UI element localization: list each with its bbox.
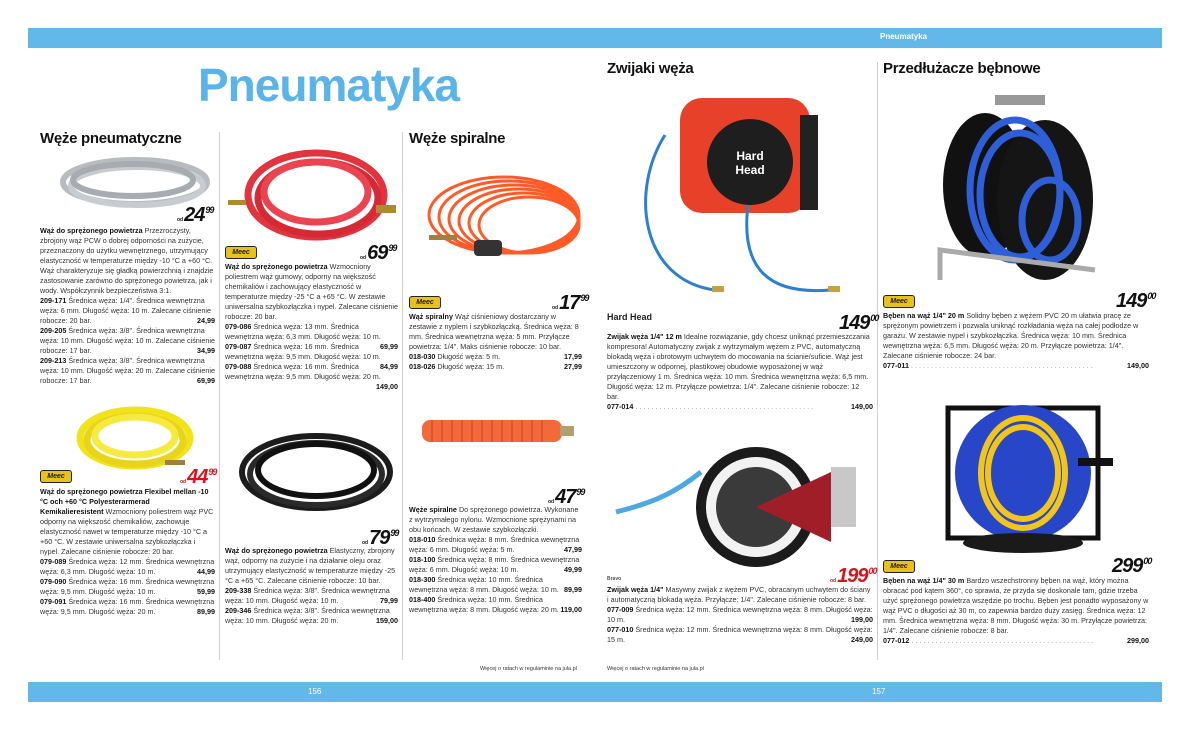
black-hose-image: [236, 428, 396, 516]
product-block: [225, 262, 398, 392]
variant-row: 077-010 Średnica węża: 12 mm. Średnica wewnętrzna węża: 8 mm. Długość węża: 15 m. 249,00: [607, 625, 873, 644]
price-badge: $od199^{00}$: [830, 565, 877, 587]
price-badge: $od17^{99}$: [552, 292, 589, 314]
hard-head-brand-logo: Hard Head: [607, 312, 653, 322]
variant-row: 079-090 Średnica węża: 16 mm. Średnica wewnętrzna węża: 9,5 mm. Długość węża: 10 m. 59,99: [40, 577, 215, 596]
section-title-przedluzacze: Przedłużacze bębnowe: [883, 60, 1041, 77]
section-title-zwijaki: Zwijaki węża: [607, 60, 694, 77]
page-number-right: 157: [872, 687, 886, 696]
yellow-hose-image: [70, 400, 200, 475]
section-header-bar: [28, 28, 1162, 48]
product-name: Wąż do sprężonego powietrza: [225, 546, 328, 555]
variant-row: 018-100 Średnica węża: 8 mm. Średnica wewnętrzna węża: 6 mm. Długość węża: 10 m. 49,99: [409, 555, 582, 574]
product-desc: Idealne rozwiązanie, gdy chcesz uniknąć przemieszczania kompresora! Automatyczny zwijak z wytrzymałym wężem z PVC, automatyczną blokadą węża i obrotowym uchwytem do mocowania na ścianie/suficie. Wąż jest umieszczony w odpornej, plastikowej obudowie wyposażonej w wąż przyłączeniowy 1 m. Średnica węża: 10 mm. Średnica wewnętrzna węża: 6,5 mm. Długość węża: 12 m. Przyłącze powietrza: 1/4". Zalecane ciśnienie robocze: 12 bar.: [607, 332, 870, 401]
column-divider: [219, 132, 220, 660]
variant-row: 077-011 . . . . . . . . . . . . . . . . . . . . . . . . . . . . . . . . . . . . . . . . . . . . . . 149,00: [883, 361, 1149, 370]
variant-row: 209-213 Średnica węża: 3/8". Średnica wewnętrzna węża: 10 mm. Długość węża: 20 m. Zalecane ciśnienie robocze: 17 bar. 69,99: [40, 356, 215, 385]
variant-row: 079-087 Średnica węża: 16 mm. Średnica wewnętrzna węża: 9,5 mm. Długość węża: 10 m. 84,99: [225, 342, 398, 371]
product-block: [883, 311, 1149, 371]
meec-brand-logo: Meec: [225, 246, 257, 259]
product-name: Bęben na wąż 1/4" 30 m: [883, 576, 965, 585]
variant-row: 079-089 Średnica węża: 12 mm. Średnica wewnętrzna węża: 6,3 mm. Długość węża: 10 m. 44,99: [40, 557, 215, 576]
footnote-left: Więcej o ratach w regulaminie na jula.pl: [480, 666, 577, 672]
price-badge: $149^{00}$: [839, 312, 879, 334]
variant-row: 079-088 Średnica węża: 16 mm. Średnica wewnętrzna węża: 9,5 mm. Długość węża: 20 m. 149,00: [225, 362, 398, 391]
hard-head-reel-image: [620, 90, 850, 310]
product-name: Węże spiralne: [409, 505, 457, 514]
price-badge: $od79^{99}$: [362, 527, 399, 549]
variant-row: 077-012 . . . . . . . . . . . . . . . . . . . . . . . . . . . . . . . . . . . . . . . . . . . . . . 299,00: [883, 636, 1149, 645]
blue-hose-drum-image: [925, 90, 1115, 290]
bravo-brand-logo: Bravo: [607, 576, 622, 582]
orange-spiral-hose-image: [409, 165, 584, 280]
product-desc: Masywny zwijak z wężem PVC, obracanym uchwytem do ściany i automatyczną blokadą węża. Przyłącze: 1/4". Zalecane ciśnienie robocze: 8 bar.: [607, 585, 871, 604]
price-badge: $149^{00}$: [1116, 290, 1156, 312]
product-desc: Przezroczysty, zbrojony wąż PCW o dobrej odporności na zużycie, przeznaczony do użytku wewnętrznego, utrzymujący elastyczność w temperaturze między -10 °C a +60 °C. Wąż charakteryzuje się gładką powierzchnią i znajdzie zastosowanie zarówno do sprężonego powietrza, jak i wody. Współczynnik bezpieczeństwa 3:1.: [40, 226, 214, 295]
product-desc: Elastyczny, zbrojony wąż, odporny na zużycie i na działanie oleju oraz utrzymujący elastyczność w temperaturze między -25 °C a +65 °C. Zalecane ciśnienie robocze: 10 bar.: [225, 546, 396, 585]
product-block: [409, 505, 582, 615]
product-desc: Wzmocniony poliestrem wąż gumowy, odporny na większość chemikaliów i zachowujący elastyczność w temperaturze między -25 °C a +65 °C. W zestawie uniwersalna szybkozłączka i nypel. Zalecane ciśnienie robocze: 20 bar.: [225, 262, 398, 321]
bravo-reel-image: [606, 432, 866, 567]
product-desc: Do sprężonego powietrza. Wykonane z wytrzymałego nylonu. Wzmocnione sprężynami na obu końcach. W zestawie szybkozłączki.: [409, 505, 579, 534]
variant-row: 209-346 Średnica węża: 3/8". Średnica wewnętrzna węża: 10 mm. Długość węża: 20 m. 159,00: [225, 606, 398, 625]
product-name: Wąż do sprężonego powietrza: [225, 262, 328, 271]
product-name: Wąż spiralny: [409, 312, 453, 321]
page-footer-bar: [28, 682, 1162, 702]
column-divider: [402, 132, 403, 660]
meec-brand-logo: Meec: [40, 470, 72, 483]
red-hose-image: [226, 140, 401, 245]
yellow-hose-drum-image: [928, 388, 1128, 563]
variant-row: 018-300 Średnica węża: 10 mm. Średnica wewnętrzna węża: 8 mm. Długość węża: 10 m. 89,99: [409, 575, 582, 594]
product-desc: Solidny bęben z wężem PVC 20 m ułatwia pracę ze sprężonym powietrzem i pozwala uniknąć rozkładania węża na całej podłodze w garażu. W zestawie nypel i szybkozłączka. Średnica węża: 10 mm. Średnica wewnętrzna węża: 6,5 mm. Długość węża: 20 m. Przyłącze powietrza: 1/4". Zalecane ciśnienie robocze: 24 bar.: [883, 311, 1139, 360]
price-badge: $od69^{99}$: [360, 242, 397, 264]
product-desc: Wzmocniony poliestrem wąż PVC odporny na większość chemikaliów, zachowuje elastyczność nawet w temperaturze między -10 °C a +60 °C. W zestawie uniwersalna szybkozłączka i nypel. Zalecane ciśnienie robocze: 20 bar.: [40, 507, 214, 556]
variant-row: 018-030 Długość węża: 5 m. 17,99: [409, 352, 582, 361]
product-block: [607, 585, 873, 645]
product-block: [40, 487, 215, 617]
section-header-label: Pneumatyka: [880, 32, 928, 41]
page-number-left: 156: [308, 687, 322, 696]
variant-row: 209-205 Średnica węża: 3/8". Średnica wewnętrzna węża: 10 mm. Długość węża: 10 m. Zalecane ciśnienie robocze: 17 bar. 34,99: [40, 326, 215, 355]
price-badge: $od44^{99}$: [180, 466, 217, 488]
product-block: [225, 546, 398, 626]
section-title-weze-spiralne: Węże spiralne: [409, 130, 506, 147]
footnote-right: Więcej o ratach w regulaminie na jula.pl: [607, 666, 704, 672]
variant-row: 018-400 Średnica węża: 10 mm. Średnica wewnętrzna węża: 8 mm. Długość węża: 20 m. 119,00: [409, 595, 582, 614]
svg-text:Head: Head: [735, 163, 765, 177]
meec-brand-logo: Meec: [883, 560, 915, 573]
column-divider: [877, 62, 878, 660]
page-title: Pneumatyka: [198, 59, 460, 111]
product-block: [883, 576, 1149, 646]
product-name: Zwijak węża 1/4": [607, 585, 664, 594]
orange-compressed-spiral-image: [412, 412, 577, 452]
svg-text:Hard: Hard: [736, 149, 764, 163]
product-block: [40, 226, 215, 386]
variant-row: 079-091 Średnica węża: 16 mm. Średnica wewnętrzna węża: 9,5 mm. Długość węża: 20 m. 89,99: [40, 597, 215, 616]
price-badge: $od47^{99}$: [548, 486, 585, 508]
product-name: Bęben na wąż 1/4" 20 m: [883, 311, 965, 320]
variant-row: 018-010 Średnica węża: 8 mm. Średnica wewnętrzna węża: 6 mm. Długość węża: 5 m. 47,99: [409, 535, 582, 554]
product-name: Wąż do sprężonego powietrza Flexibel mellan -10 °C och +60 °C Polyesterarmerad Kemikalieresistent: [40, 487, 209, 516]
variant-row: 077-009 Średnica węża: 12 mm. Średnica wewnętrzna węża: 8 mm. Długość węża: 10 m. 199,00: [607, 605, 873, 624]
meec-brand-logo: Meec: [883, 295, 915, 308]
variant-row: 077-014 . . . . . . . . . . . . . . . . . . . . . . . . . . . . . . . . . . . . . . . . . . . . . 149,00: [607, 402, 873, 411]
product-desc: Wąż ciśnieniowy dostarczany w zestawie z nyplem i szybkozłączką. Średnica węża: 8 mm. Średnica wewnętrzna węża: 5 mm. Przyłącze powietrza: 1/4". Maks ciśnienie robocze: 10 bar.: [409, 312, 579, 351]
product-name: Zwijak węża 1/4" 12 m: [607, 332, 682, 341]
price-badge: $od24^{99}$: [177, 204, 214, 226]
price-badge: $299^{00}$: [1112, 555, 1152, 577]
product-name: Wąż do sprężonego powietrza: [40, 226, 143, 235]
variant-row: 209-171 Średnica węża: 1/4". Średnica wewnętrzna węża: 6 mm. Długość węża: 10 m. Zalecane ciśnienie robocze: 20 bar. 24,99: [40, 296, 215, 325]
variant-row: 079-086 Średnica węża: 13 mm. Średnica wewnętrzna węża: 6,3 mm. Długość węża: 10 m. 69,99: [225, 322, 398, 351]
product-desc: Bardzo wszechstronny bęben na wąż, który można obracać pod kątem 360°, co sprawia, że przyda się doskonale tam, gdzie trzeba użyć sprężonego powietrza wszędzie po trochu. Bęben jest ponadto wyposażony w wąż PVC o długości aż 30 m, co zapewnia bardzo duży zasięg. Średnica węża: 12 mm. Średnica wewnętrzna węża: 8 mm. Długość węża: 30 m. Przyłącze powietrza: 1/4". Zalecane ciśnienie robocze: 8 bar.: [883, 576, 1149, 635]
variant-row: 209-338 Średnica węża: 3/8". Średnica wewnętrzna węża: 10 mm. Długość węża: 10 m. 79,99: [225, 586, 398, 605]
meec-brand-logo: Meec: [409, 296, 441, 309]
product-block: [409, 312, 582, 372]
variant-row: 018-026 Długość węża: 15 m. 27,99: [409, 362, 582, 371]
product-block: [607, 332, 873, 412]
section-title-weze-pneumatyczne: Węże pneumatyczne: [40, 130, 182, 147]
